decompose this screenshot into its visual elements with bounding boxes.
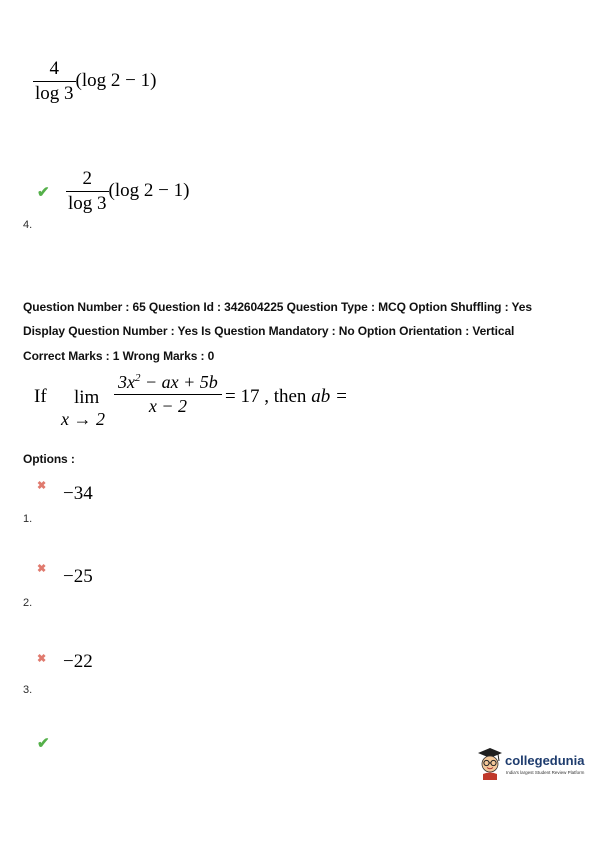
prev-option-4-expression — [66, 168, 189, 215]
mascot-icon — [476, 747, 504, 781]
correct-check-icon: ✔ — [37, 184, 50, 201]
stem-target: ab = — [311, 386, 348, 407]
stem-numerator-a: 3x — [118, 372, 135, 392]
wrong-cross-icon: ✖ — [37, 653, 47, 665]
marks-line: Correct Marks : 1 Wrong Marks : 0 — [23, 349, 215, 363]
stem-equals: = 17 , then — [225, 386, 312, 407]
stem-if: If — [34, 386, 47, 407]
stem-denominator: x − 2 — [114, 394, 222, 417]
question-meta-line-2: Display Question Number : Yes Is Question Mandatory : No Option Orientation : Vertical — [23, 324, 515, 338]
options-label: Options : — [23, 452, 75, 466]
prev-option-3-rest: (log 2 − 1) — [75, 69, 157, 91]
prev-option-4-numerator: 2 — [82, 168, 93, 189]
collegedunia-logo — [476, 747, 586, 781]
prev-option-3-numerator: 4 — [49, 58, 60, 79]
stem-numerator — [116, 372, 220, 394]
logo-tagline: India's largest Student Review Platform — [506, 770, 585, 775]
stem-tail — [225, 386, 348, 408]
stem-lim: lim — [74, 387, 100, 408]
logo-name: collegedunia — [505, 753, 585, 768]
stem-fraction — [116, 372, 220, 417]
stem-numerator-exponent: 2 — [135, 372, 141, 384]
option-1-value: −34 — [63, 483, 93, 504]
prev-option-4-rest: (log 2 − 1) — [108, 179, 190, 201]
option-3-value: −22 — [63, 651, 93, 672]
prev-option-4-label: 4. — [23, 219, 33, 231]
stem-numerator-b: − ax + 5b — [140, 372, 218, 392]
wrong-cross-icon: ✖ — [37, 480, 47, 492]
wrong-cross-icon: ✖ — [37, 563, 47, 575]
option-1-label: 1. — [23, 513, 33, 525]
option-2-label: 2. — [23, 597, 33, 609]
stem-lim-subscript: x → 2 — [61, 409, 105, 429]
question-meta-line-1: Question Number : 65 Question Id : 342604225 Question Type : MCQ Option Shuffling : Yes — [23, 300, 532, 314]
correct-check-icon: ✔ — [37, 735, 50, 752]
prev-option-4-denominator: log 3 — [68, 193, 107, 214]
prev-option-3-denominator: log 3 — [35, 83, 74, 104]
option-3-label: 3. — [23, 684, 33, 696]
prev-option-3-expression — [33, 58, 156, 105]
option-2-value: −25 — [63, 566, 93, 587]
